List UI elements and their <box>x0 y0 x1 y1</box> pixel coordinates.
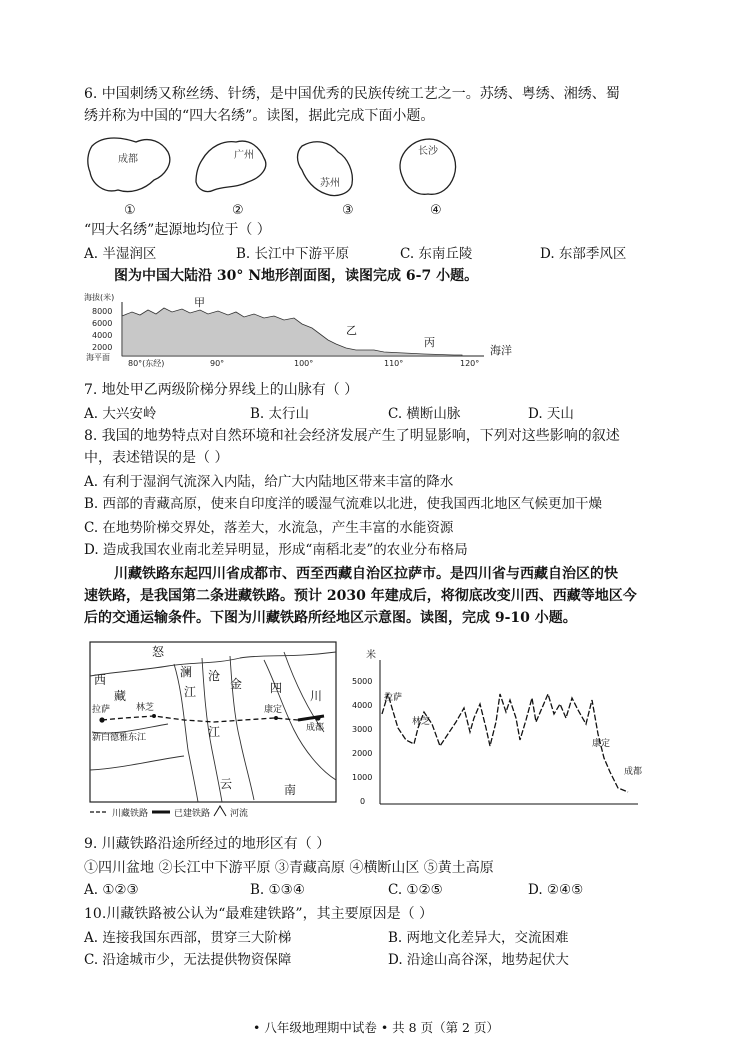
q7-question: 7. 地处甲乙两级阶梯分界线上的山脉有（ ） <box>84 382 359 398</box>
q6-option-b[interactable]: B. 长江中下游平原 <box>236 246 350 262</box>
q8-option-a[interactable]: A. 有利于湿润气流深入内陆，给广大内陆地区带来丰富的降水 <box>84 474 454 490</box>
profile-x-tick: 120° <box>460 359 480 368</box>
q6-option-c[interactable]: C. 东南丘陵 <box>400 246 473 262</box>
q8-option-d[interactable]: D. 造成我国农业南北差异明显，形成“南稻北麦”的农业分布格局 <box>84 542 468 558</box>
rail-intro-line3: 后的交通运输条件。下图为川藏铁路所经地区示意图。读图，完成 9-10 小题。 <box>84 610 577 626</box>
map-label-lan: 澜 <box>180 665 193 679</box>
profile-x-tick: 80°(东经) <box>128 359 165 368</box>
q7-option-c[interactable]: C. 横断山脉 <box>388 406 461 422</box>
q10-option-d[interactable]: D. 沿途山高谷深，地势起伏大 <box>388 952 569 968</box>
map-label-changsha: 长沙 <box>418 146 438 157</box>
profile-label-ocean: 海洋 <box>490 344 512 357</box>
q9-option-b[interactable]: B. ①③④ <box>250 882 305 898</box>
railway-elevation-profile <box>348 648 648 810</box>
map-label-xi: 西 <box>94 673 107 687</box>
map-label-jin: 金 <box>230 677 243 691</box>
map-label-jiang1: 江 <box>184 685 197 699</box>
map-label-nu: 怒 <box>152 645 165 659</box>
map-label-suzhou: 苏州 <box>320 178 340 189</box>
q9-option-c[interactable]: C. ①②⑤ <box>388 882 443 898</box>
rail-intro-line1: 川藏铁路东起四川省成都市、西至西藏自治区拉萨市。是四川省与西藏自治区的快 <box>114 566 618 582</box>
elev-y-tick: 1000 <box>352 773 373 782</box>
q6-option-d[interactable]: D. 东部季风区 <box>540 246 627 262</box>
q8-option-b[interactable]: B. 西部的青藏高原，使来自印度洋的暖湿气流难以北进，使我国西北地区气候更加干燥 <box>84 496 603 512</box>
profile-y-tick: 6000 <box>92 319 113 328</box>
terrain-profile-30n <box>84 290 534 370</box>
map-label-chengdu: 成都 <box>118 154 138 165</box>
map-label-zang: 藏 <box>114 689 127 703</box>
q10-question: 10.川藏铁路被公认为“最难建铁路”，其主要原因是（ ） <box>84 906 434 922</box>
map-label-chengdu: 成都 <box>306 723 325 733</box>
elev-label-lasa: 拉萨 <box>384 693 403 703</box>
profile-terrain-fill <box>122 308 462 356</box>
profile-label-yi: 乙 <box>346 324 357 337</box>
elev-y-tick: 2000 <box>352 749 373 758</box>
profile-x-tick: 90° <box>210 359 225 368</box>
profile-x-tick: 100° <box>294 359 314 368</box>
page-footer: • 八年级地理期中试卷 • 共 8 页（第 2 页） <box>253 1020 499 1035</box>
map-label-lasa: 拉萨 <box>92 705 111 715</box>
map-label-cang: 沧 <box>208 669 221 683</box>
elev-label-linzhi: 林芝 <box>412 717 431 727</box>
profile-intro: 图为中国大陆沿 30° N地形剖面图，读图完成 6-7 小题。 <box>114 268 479 284</box>
embroidery-province-maps <box>84 128 464 220</box>
q7-option-a[interactable]: A. 大兴安岭 <box>84 406 157 422</box>
profile-y-tick: 2000 <box>92 343 113 352</box>
map-label-nan: 南 <box>284 783 297 797</box>
q6-option-a[interactable]: A. 半湿润区 <box>84 246 157 262</box>
profile-y-tick: 海平面 <box>86 353 110 362</box>
q9-question: 9. 川藏铁路沿途所经过的地形区有（ ） <box>84 836 331 852</box>
elev-y-tick: 0 <box>360 797 366 806</box>
profile-label-jia: 甲 <box>194 296 205 309</box>
map-label-si: 四 <box>270 681 283 695</box>
q9-option-d[interactable]: D. ②④⑤ <box>528 882 584 898</box>
elev-y-tick: 3000 <box>352 725 373 734</box>
q8-stem-line2: 中，表述错误的是（ ） <box>84 450 229 466</box>
q9-choices: ①四川盆地 ②长江中下游平原 ③青藏高原 ④横断山区 ⑤黄土高原 <box>84 860 494 876</box>
q8-stem-line1: 8. 我国的地势特点对自然环境和社会经济发展产生了明显影响，下列对这些影响的叙述 <box>84 428 620 444</box>
elev-unit: 米 <box>366 650 376 661</box>
map-label-yun: 云 <box>220 777 233 791</box>
map-label-jiang2: 江 <box>208 725 221 739</box>
elev-label-kangding: 康定 <box>592 739 611 749</box>
map-label-river-name: 新白德雅东江 <box>92 733 147 743</box>
profile-y-tick: 8000 <box>92 307 113 316</box>
legend-railway: 川藏铁路 <box>112 809 149 819</box>
profile-yaxis-title: 海拔(米) <box>84 293 115 302</box>
elev-label-chengdu: 成都 <box>624 767 643 777</box>
profile-label-bing: 丙 <box>424 336 435 349</box>
q7-option-d[interactable]: D. 天山 <box>528 406 574 422</box>
map-label-linzhi: 林芝 <box>136 703 155 713</box>
map-label-kangding: 康定 <box>264 705 283 715</box>
map-label-chuan: 川 <box>310 689 323 703</box>
q7-option-b[interactable]: B. 太行山 <box>250 406 310 422</box>
guangdong-outline <box>196 141 266 191</box>
legend-river: 河流 <box>230 809 249 819</box>
profile-x-tick: 110° <box>384 359 404 368</box>
q10-option-a[interactable]: A. 连接我国东西部，贯穿三大阶梯 <box>84 930 292 946</box>
q9-option-a[interactable]: A. ①②③ <box>84 882 139 898</box>
elev-y-tick: 5000 <box>352 677 373 686</box>
rail-intro-line2: 速铁路，是我国第二条进藏铁路。预计 2030 年建成后，将彻底改变川西、西藏等地区今 <box>84 588 637 604</box>
q10-option-b[interactable]: B. 两地文化差异大，交流困难 <box>388 930 569 946</box>
map-number-3: ③ <box>342 203 354 218</box>
q6-stem-line1: 6. 中国刺绣又称丝绣、针绣，是中国优秀的民族传统工艺之一。苏绣、粤绣、湘绣、蜀 <box>84 86 620 102</box>
map-number-1: ① <box>124 203 136 218</box>
map-label-guangzhou: 广州 <box>234 150 254 161</box>
q10-option-c[interactable]: C. 沿途城市少，无法提供物资保障 <box>84 952 292 968</box>
q6-question: “四大名绣”起源地均位于（ ） <box>84 222 271 238</box>
q6-stem-line2: 绣并称为中国的“四大名绣”。读图，据此完成下面小题。 <box>84 108 435 124</box>
map-number-2: ② <box>232 203 244 218</box>
sichuan-tibet-railway-map <box>84 640 344 820</box>
map-number-4: ④ <box>430 203 442 218</box>
profile-y-tick: 4000 <box>92 331 113 340</box>
legend-existing: 已建铁路 <box>174 809 211 819</box>
q8-option-c[interactable]: C. 在地势阶梯交界处，落差大，水流急，产生丰富的水能资源 <box>84 520 454 536</box>
elev-y-tick: 4000 <box>352 701 373 710</box>
